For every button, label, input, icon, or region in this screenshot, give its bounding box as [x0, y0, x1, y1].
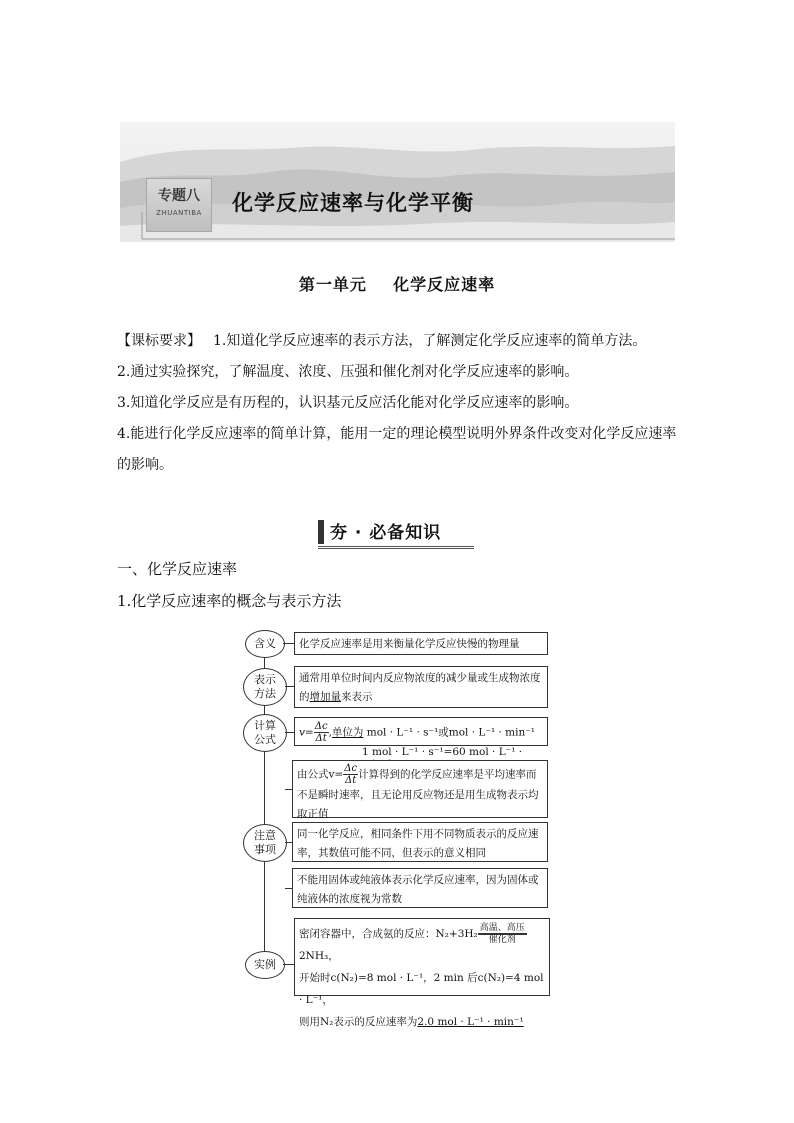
- example-box: [294, 918, 550, 1028]
- section-header: [318, 518, 474, 549]
- connector: [283, 964, 294, 965]
- example-line-2: 开始时c(N₂)=8 mol · L⁻¹，2 min 后c(N₂)=4 mol · L⁻¹，: [299, 972, 544, 1006]
- requirement-4: 4.能进行化学反应速率的简单计算，能用一定的理论模型说明外界条件改变对化学反应速率的影响。: [117, 426, 677, 473]
- requirement-3: 3.知道化学反应是有历程的，认识基元反应活化能对化学反应速率的影响。: [117, 395, 579, 411]
- chapter-tag-label: 专题八: [158, 188, 200, 204]
- node-example: 实例: [245, 951, 285, 979]
- note-box-3: 不能用固体或纯液体表示化学反应速率，因为固体或纯液体的浓度视为常数: [292, 868, 548, 908]
- connector: [285, 732, 294, 733]
- rate-fraction-small: $\frac{\Delta c}{\Delta t}$: [344, 763, 358, 786]
- expression-box: 通常用单位时间内反应物浓度的减少量或生成物浓度的增加量来表示: [294, 666, 548, 708]
- example-answer: 2.0 mol · L⁻¹ · min⁻¹: [417, 1016, 524, 1028]
- section-bar-icon: [318, 520, 324, 544]
- requirement-1: 【课标要求】 1.知道化学反应速率的表示方法，了解测定化学反应速率的简单方法。: [117, 333, 647, 349]
- heading-level-1: 一、化学反应速率: [117, 560, 238, 578]
- chapter-tag: [146, 178, 212, 232]
- requirements-label: 【课标要求】: [117, 333, 201, 349]
- node-meaning: 含义: [245, 630, 285, 658]
- section-title: 夯 · 必备知识: [330, 523, 442, 543]
- reaction-conditions: 高温、高压 催化剂: [479, 923, 525, 945]
- note-box-1: 由公式v= $\frac{\Delta c}{\Delta t}$ 计算得到的化学反应速率是平均速率而不是瞬时速率，且无论用反应物还是用生成物表示均取正值: [292, 760, 548, 818]
- example-line-1: 密闭容器中，合成氨的反应：N₂+3H₂ 高温、高压 催化剂 2NH₃，: [299, 923, 525, 962]
- connector: [285, 789, 292, 790]
- unit-title: 第一单元 化学反应速率: [298, 275, 496, 294]
- connector: [283, 643, 294, 644]
- heading-level-2: 1.化学反应速率的概念与表示方法: [117, 592, 342, 610]
- note-box-2: 同一化学反应，相同条件下用不同物质表示的反应速率，其数值可能不同，但表示的意义相同: [292, 822, 548, 862]
- meaning-box: 化学反应速率是用来衡量化学反应快慢的物理量: [294, 632, 548, 655]
- node-expression: 表示方法: [243, 668, 287, 706]
- node-notes: 注意事项: [243, 824, 287, 862]
- rate-fraction: $\frac{\Delta c}{\Delta t}$: [314, 721, 328, 744]
- connector: [285, 686, 294, 687]
- connector: [285, 888, 292, 889]
- example-line-3: 则用N₂表示的反应速率为2.0 mol · L⁻¹ · min⁻¹: [299, 1016, 524, 1028]
- formula-box: v= $\frac{\Delta c}{\Delta t}$ ,单位为 mol · L⁻¹ · s⁻¹或mol · L⁻¹ · min⁻¹: [294, 717, 548, 746]
- chapter-title: 化学反应速率与化学平衡: [232, 191, 474, 215]
- curriculum-requirements: [117, 326, 677, 481]
- requirement-2: 2.通过实验探究，了解温度、浓度、压强和催化剂对化学反应速率的影响。: [117, 364, 579, 380]
- chapter-tag-pinyin: ZHUANTIBA: [156, 209, 202, 217]
- node-formula: 计算公式: [243, 714, 287, 752]
- unit-conversion: 1 mol · L⁻¹ · s⁻¹=60 mol · L⁻¹ ·: [362, 745, 542, 770]
